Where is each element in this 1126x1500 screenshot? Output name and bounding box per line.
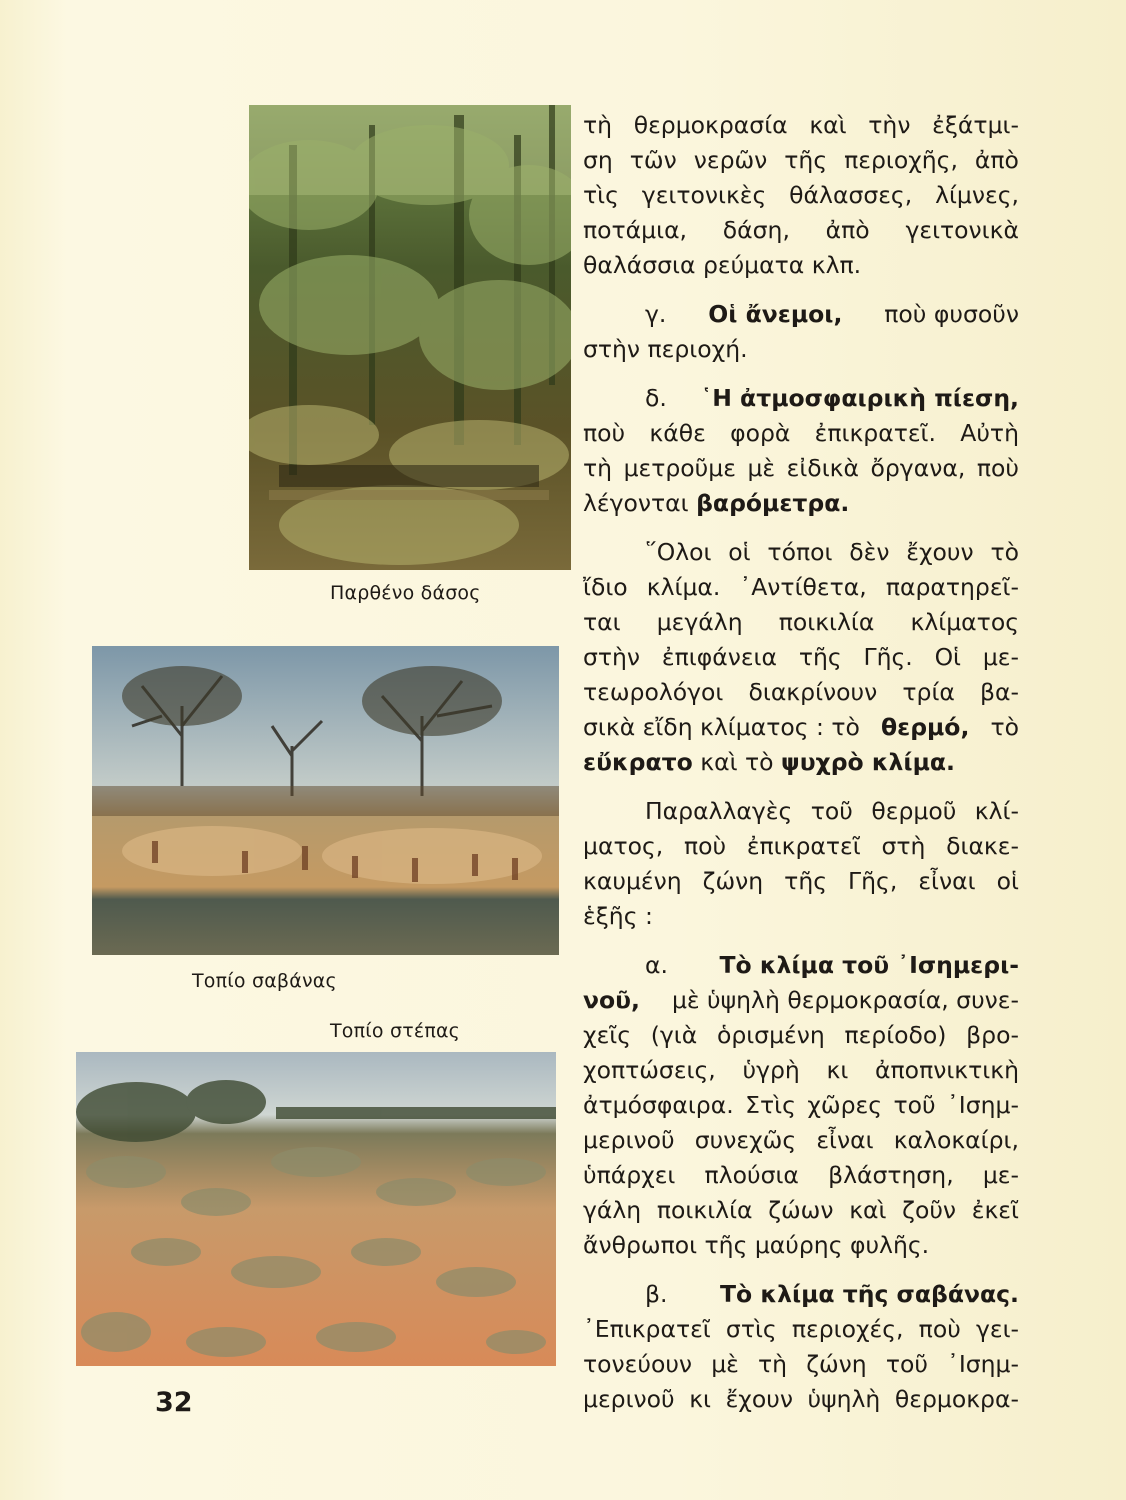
text-line: ῞Ολοι οἱ τόποι δὲν ἔχουν τὸ <box>645 538 1019 566</box>
text-line: καυμένη ζώνη τῆς Γῆς, εἶναι οἱ <box>583 867 1019 895</box>
term-cold: ψυχρὸ κλίμα. <box>781 748 955 776</box>
text-line: χεῖς (γιὰ ὁρισμένη περίοδο) βρο- <box>583 1021 1019 1049</box>
text-line: ται μεγάλη ποικιλία κλίματος <box>583 608 1019 636</box>
term-barometers: βαρόμετρα. <box>696 489 850 517</box>
text-line <box>583 1277 1019 1312</box>
text-line: ἑξῆς : <box>583 902 653 930</box>
term-winds: Οἱ ἄνεμοι, <box>708 300 843 328</box>
term-equatorial: Τὸ κλίμα τοῦ ᾿Ισημερι- <box>719 951 1019 979</box>
text-line: ματος, ποὺ ἐπικρατεῖ στὴ διακε- <box>583 832 1019 860</box>
text-line: ἄνθρωποι τῆς μαύρης φυλῆς. <box>583 1231 930 1259</box>
text-line: στὴν ἐπιφάνεια τῆς Γῆς. Οἱ με- <box>583 643 1019 671</box>
text-fragment: καὶ τὸ <box>700 748 774 776</box>
text-fragment: τὸ <box>990 713 1019 741</box>
item-marker: β. <box>645 1280 668 1308</box>
text-line <box>583 381 1019 416</box>
virgin-forest-photo <box>249 105 571 570</box>
text-line <box>583 983 1019 1018</box>
text-line: τονεύουν μὲ τὴ ζώνη τοῦ ᾿Ισημ- <box>583 1350 1019 1378</box>
caption-forest: Παρθένο δάσος <box>330 582 481 604</box>
text-line: τεωρολόγοι διακρίνουν τρία βα- <box>583 678 1019 706</box>
page-number: 32 <box>155 1387 193 1418</box>
text-line: ἴδιο κλίμα. ᾿Αντίθετα, παρατηρεῖ- <box>583 573 1019 601</box>
text-line: Παραλλαγὲς τοῦ θερμοῦ κλί- <box>645 797 1019 825</box>
text-line: τὴ μετροῦμε μὲ εἰδικὰ ὄργανα, ποὺ <box>583 454 1019 482</box>
text-line: χοπτώσεις, ὑγρὴ κι ἀποπνικτικὴ <box>583 1056 1019 1084</box>
text-line: μερινοῦ συνεχῶς εἶναι καλοκαίρι, <box>583 1126 1019 1154</box>
text-fragment: μὲ ὑψηλὴ θερμοκρασία, συνε- <box>671 986 1019 1014</box>
text-fragment: λέγονται <box>583 489 689 517</box>
text-line: ἀτμόσφαιρα. Στὶς χῶρες τοῦ ᾿Ισημ- <box>583 1091 1019 1119</box>
text-line: ση τῶν νερῶν τῆς περιοχῆς, ἀπὸ <box>583 146 1019 174</box>
text-line: ὑπάρχει πλούσια βλάστηση, με- <box>583 1161 1019 1189</box>
text-line: μερινοῦ κι ἔχουν ὑψηλὴ θερμοκρα- <box>583 1385 1019 1413</box>
steppe-photo <box>76 1052 556 1366</box>
text-line: θαλάσσια ρεύματα κλπ. <box>583 251 862 279</box>
item-marker: α. <box>645 951 668 979</box>
text-line <box>583 948 1019 983</box>
term-temperate: εὔκρατο <box>583 748 693 776</box>
text-line: τὴ θερμοκρασία καὶ τὴν ἐξάτμι- <box>583 111 1019 139</box>
savanna-photo <box>92 646 559 955</box>
text-line <box>583 486 1019 521</box>
term-hot: θερμό, <box>880 713 970 741</box>
caption-steppe: Τοπίο στέπας <box>330 1020 461 1042</box>
term-equatorial-end: νοῦ, <box>583 986 640 1014</box>
term-savanna: Τὸ κλίμα τῆς σαβάνας. <box>720 1280 1019 1308</box>
text-line: γάλη ποικιλία ζώων καὶ ζοῦν ἐκεῖ <box>583 1196 1019 1224</box>
text-fragment: ποὺ φυσοῦν <box>884 300 1019 328</box>
caption-savanna: Τοπίο σαβάνας <box>192 970 337 992</box>
text-line: ᾿Επικρατεῖ στὶς περιοχές, ποὺ γει- <box>583 1315 1019 1343</box>
item-marker: γ. <box>645 300 667 328</box>
item-marker: δ. <box>645 384 667 412</box>
body-text <box>583 108 1019 1417</box>
text-line: ποτάμια, δάση, ἀπὸ γειτονικὰ <box>583 216 1019 244</box>
text-line <box>583 710 1019 745</box>
text-line: τὶς γειτονικὲς θάλασσες, λίμνες, <box>583 181 1019 209</box>
text-fragment: σικὰ εἴδη κλίματος : τὸ <box>583 713 860 741</box>
text-line: ποὺ κάθε φορὰ ἐπικρατεῖ. Αὐτὴ <box>583 419 1019 447</box>
text-line <box>583 297 1019 332</box>
text-line: στὴν περιοχή. <box>583 335 748 363</box>
term-pressure: ῾Η ἀτμοσφαιρικὴ πίεση, <box>700 384 1019 412</box>
text-line <box>583 745 1019 780</box>
